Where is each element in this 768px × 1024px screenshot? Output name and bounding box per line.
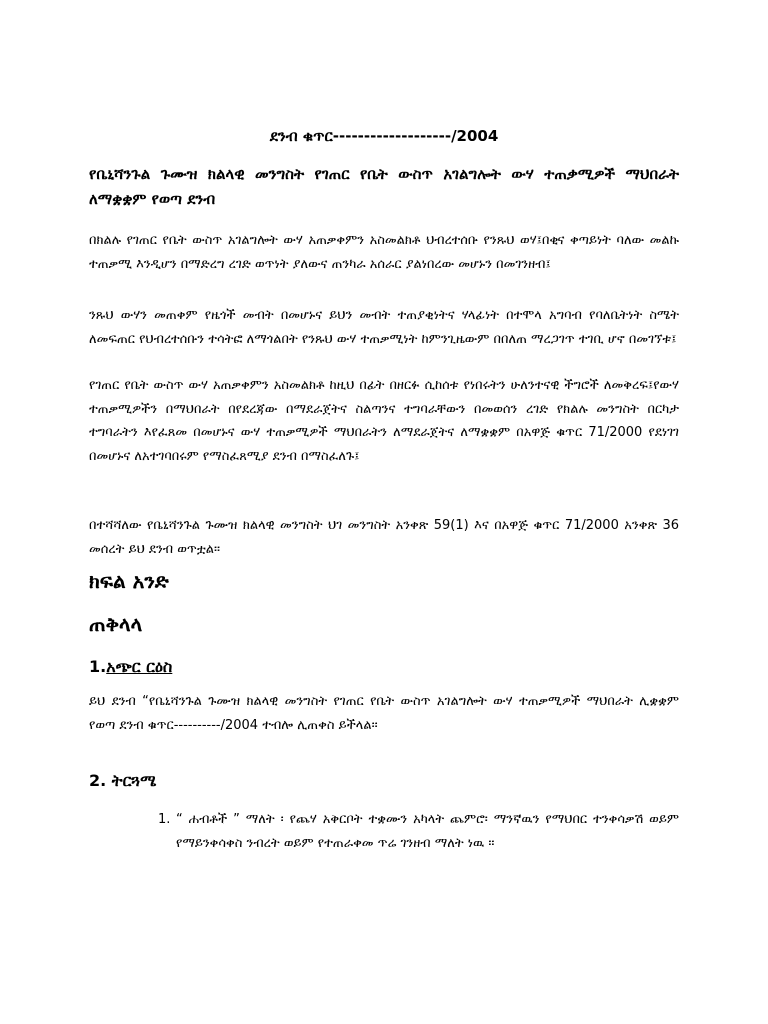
definition-number: 1. [158, 812, 171, 827]
definition-text: “ ሐብቶች ” ማለት ፡ የጨሃ አቅርቦት ተቋሙን አካላት ጨምሮ፡ ማንኛዉን የማህበር ተንቀሳቃሽ ወይም የማይንቀሳቀስ ንብረት ወይም የተጠራቀመ ጥሬ ገንዘብ ማለት ነዉ ፡፡ [176, 812, 679, 851]
chapter-title: ክፍል አንድ [89, 569, 169, 593]
preamble-paragraph: ንጹህ ውሃን መጠቀም የዜጎች መብት በመሆኑና ይህን መብት ተጠያቂነትና ሃላፊነት በተሞላ አግባብ የባለቤትነት ስሜት ለመፍጠር የህብረተሰቡን ተሳትፎ ለማጎልበት የንጹህ ውሃ ተጠቃሚነት ከምንጊዜውም በበለጠ ማረጋገጥ ተገቢ ሆኖ በመገኘቱ፤ [89, 308, 679, 347]
section-1-title: አጭር ርዕስ [106, 657, 173, 676]
chapter-subtitle: ጠቅላላ [89, 612, 143, 636]
definitions-list [158, 808, 679, 855]
section-2-heading: 2. ትርጓሜ [89, 771, 157, 790]
preamble-paragraph: በክልሉ የገጠር የቤት ውስጥ አገልግሎት ውሃ አጠቃቀምን አስመልክቶ ህብረተሰቡ የንጹህ ወሃ፤በቂና ቀጣይነት ባለው መልኩ ተጠቃሚ እንዲሆን በማድረግ ረገድ ወጥነት ያለውና ጠንካራ አሰራር ያልነበረው መሆኑን በመገንዘብ፤ [89, 233, 679, 272]
section-1-heading [89, 657, 172, 677]
section-1-text: ይህ ደንብ “የቤኒሻንጉል ጉሙዝ ክልላዊ መንግስት የገጠር የቤት ውስጥ አገልግሎት ውሃ ተጠቃሚዎች ማህበራት ሊቋቋም የወጣ ደንብ ቁጥር----------/2004 ተብሎ ሊጠቀስ ይችላል፡፡ [89, 694, 679, 733]
definition-item [158, 808, 679, 855]
section-1-number: 1. [89, 657, 107, 676]
regulation-number-title: ደንብ ቁጥር-------------------/2004 [269, 127, 499, 145]
preamble-paragraph: የገጠር የቤት ውስጥ ውሃ አጠቃቀምን አስመልክቶ ከዚህ በፊት በዘርፉ ሲከሰቱ የነበሩትን ሁለንተናዊ ችግሮች ለመቅረፍ፤የውሃ ተጠቃሚዎችን በማህበራት በየደረጃው በማደራጀትና ስልጣንና ተግባራቸውን በመወሰን ረገድ የክልሉ መንግስት በርካታ ተግባራትን እየፈጸመ በመሆኑና ውሃ ተጠቃሚዎች ማህበራትን ለማደራጀትና ለማቋቋም በአዋጅ ቁጥር 71/2000 የደነገገ በመሆኑና ለአተገባበሩም የማስፈጸሚያ ደንብ በማስፈለጉ፤ [89, 378, 679, 464]
regulation-full-title: የቤኒሻንጉል ጉሙዝ ክልላዊ መንግስት የገጠር የቤት ውስጥ አገልግሎት ውሃ ተጠቃሚዎች ማህበራት ለማቋቋም የወጣ ደንብ [89, 165, 679, 208]
preamble-paragraph: በተሻሻለው የቤኒሻንጉል ጉሙዝ ክልላዊ መንግስት ህገ መንግስት አንቀጽ 59(1) እና በአዋጅ ቁጥር 71/2000 አንቀጽ 36 መሰረት ይህ ደንብ ወጥቷል፡፡ [89, 518, 679, 557]
